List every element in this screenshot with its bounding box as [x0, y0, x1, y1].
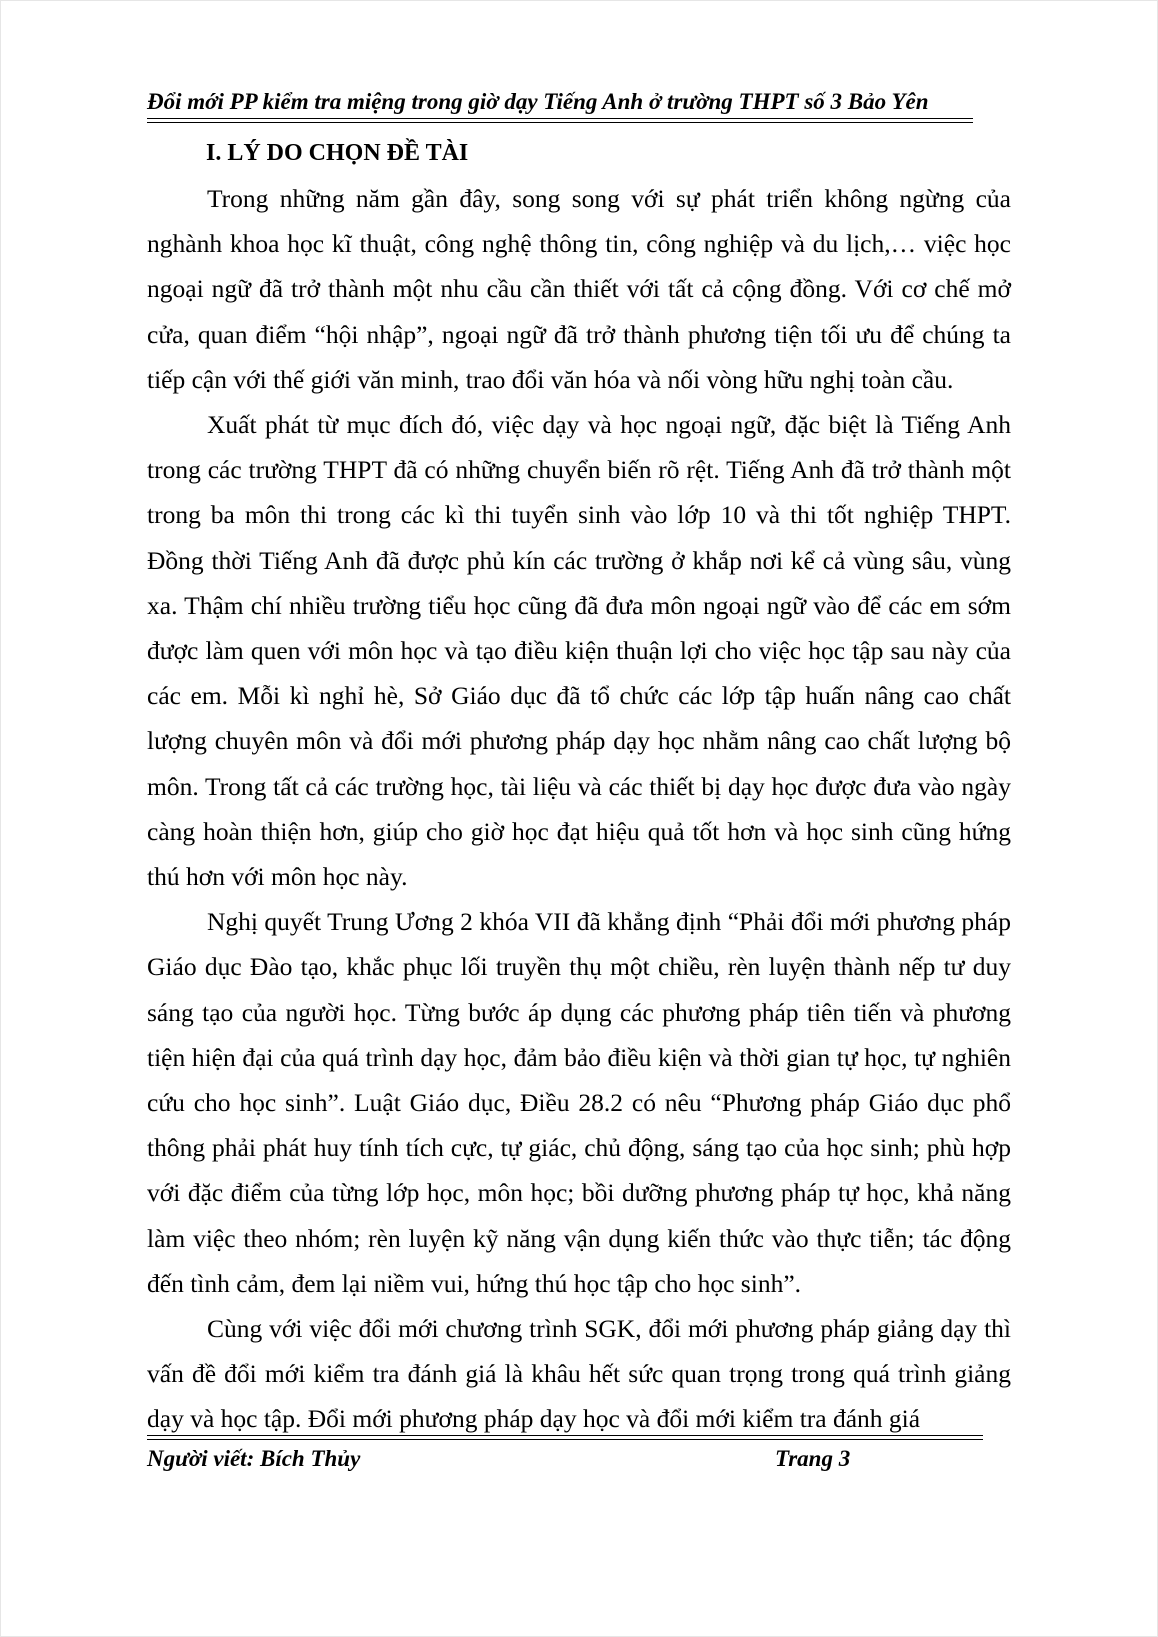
- paragraph-2: Xuất phát từ mục đích đó, việc dạy và học ngoại ngữ, đặc biệt là Tiếng Anh trong các trường THPT đã có những chuyển biến rõ rệt. Tiếng Anh đã trở thành một trong ba môn thi trong các kì thi tuyển sinh vào lớp 10 và thi tốt nghiệp THPT. Đồng thời Tiếng Anh đã được phủ kín các trường ở khắp nơi kể cả vùng sâu, vùng xa. Thậm chí nhiều trường tiểu học cũng đã đưa môn ngoại ngữ vào để các em sớm được làm quen với môn học và tạo điều kiện thuận lợi cho việc học tập sau này của các em. Mỗi kì nghỉ hè, Sở Giáo dục đã tổ chức các lớp tập huấn nâng cao chất lượng chuyên môn và đổi mới phương pháp dạy học nhằm nâng cao chất lượng bộ môn. Trong tất cả các trường học, tài liệu và các thiết bị dạy học được đưa vào ngày càng hoàn thiện hơn, giúp cho giờ học đạt hiệu quả tốt hơn và học sinh cũng hứng thú hơn với môn học này.: [147, 410, 1011, 892]
- header-double-rule: [147, 118, 973, 123]
- section-heading: I. LÝ DO CHỌN ĐỀ TÀI: [206, 140, 469, 166]
- footer-double-rule: [147, 1435, 983, 1440]
- paragraph-4: Cùng với việc đổi mới chương trình SGK, đổi mới phương pháp giảng dạy thì vấn đề đổi mới kiểm tra đánh giá là khâu hết sức quan trọng trong quá trình giảng dạy và học tập. Đổi mới phương pháp dạy học và đổi mới kiểm tra đánh giá: [147, 1314, 1011, 1434]
- paragraph-3: Nghị quyết Trung Ương 2 khóa VII đã khẳng định “Phải đổi mới phương pháp Giáo dục Đào tạo, khắc phục lối truyền thụ một chiều, rèn luyện thành nếp tư duy sáng tạo của người học. Từng bước áp dụng các phương pháp tiên tiến và phương tiện hiện đại của quá trình dạy học, đảm bảo điều kiện và thời gian tự học, tự nghiên cứu cho học sinh”. Luật Giáo dục, Điều 28.2 có nêu “Phương pháp Giáo dục phổ thông phải phát huy tính tích cực, tự giác, chủ động, sáng tạo của học sinh; phù hợp với đặc điểm của từng lớp học, môn học; bồi dưỡng phương pháp tự học, khả năng làm việc theo nhóm; rèn luyện kỹ năng vận dụng kiến thức vào thực tiễn; tác động đến tình cảm, đem lại niềm vui, hứng thú học tập cho học sinh”.: [147, 907, 1011, 1298]
- body-text: [147, 176, 1011, 1442]
- footer-author: Người viết: Bích Thủy: [147, 1446, 361, 1471]
- paragraph-1: Trong những năm gần đây, song song với sự phát triển không ngừng của nghành khoa học kĩ thuật, công nghệ thông tin, công nghiệp và du lịch,… việc học ngoại ngữ đã trở thành một nhu cầu cần thiết với tất cả cộng đồng. Với cơ chế mở cửa, quan điểm “hội nhập”, ngoại ngữ đã trở thành phương tiện tối ưu để chúng ta tiếp cận với thế giới văn minh, trao đổi văn hóa và nối vòng hữu nghị toàn cầu.: [147, 184, 1011, 394]
- running-header: Đổi mới PP kiểm tra miệng trong giờ dạy Tiếng Anh ở trường THPT số 3 Bảo Yên: [147, 89, 929, 114]
- footer-page-number: Trang 3: [775, 1446, 851, 1471]
